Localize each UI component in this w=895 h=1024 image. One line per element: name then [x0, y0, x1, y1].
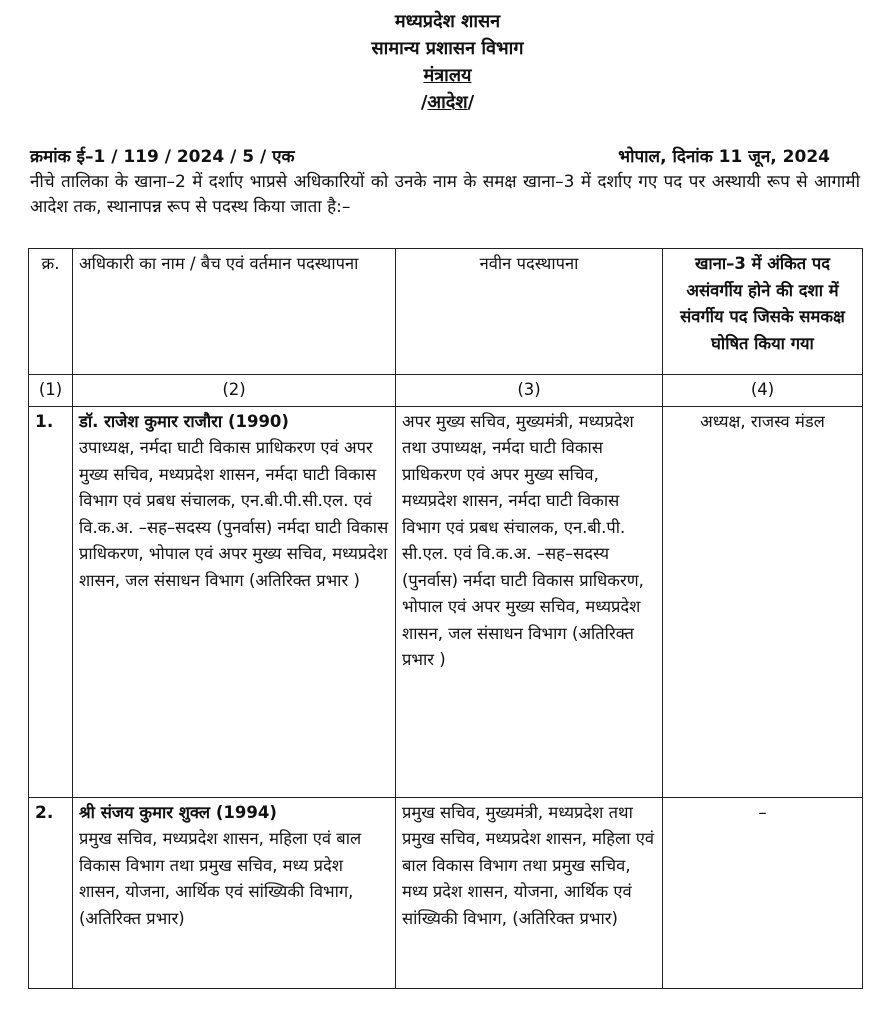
order-title-suffix: / [467, 92, 475, 113]
new-posting: प्रमुख सचिव, मुख्यमंत्री, मध्यप्रदेश तथा प्रमुख सचिव, मध्यप्रदेश शासन, महिला एवं बाल विकास विभाग तथा प्रमुख सचिव, मध्य प्रदेश शासन, योजना, आर्थिक एवं सांख्यिकी विभाग, (अतिरिक्त प्रभार) [396, 797, 663, 988]
header-government: मध्यप्रदेश शासन [394, 11, 501, 32]
equivalent-post: अध्यक्ष, राजस्व मंडल [663, 406, 863, 797]
posting-table [28, 248, 863, 989]
row-serial: 2. [29, 797, 73, 988]
column-number-row [29, 375, 863, 407]
officer-name: डॉ. राजेश कुमार राजौरा (1990) [79, 411, 289, 431]
column-number: (4) [663, 375, 863, 407]
header-department: सामान्य प्रशासन विभाग [371, 38, 524, 59]
officer-cell [73, 406, 396, 797]
order-intro-text: नीचे तालिका के खाना–2 में दर्शाए भाप्रसे अधिकारियों को उनके नाम के समक्ष खाना–3 में दर्शाए गए पद पर अस्थायी रूप से आगामी आदेश तक, स्थानापन्न रूप से पदस्थ किया जाता है:– [30, 172, 860, 217]
header-new-posting: नवीन पदस्थापना [396, 249, 663, 375]
new-posting: अपर मुख्य सचिव, मुख्यमंत्री, मध्यप्रदेश तथा उपाध्यक्ष, नर्मदा घाटी विकास प्राधिकरण एवं अपर मुख्य सचिव, मध्यप्रदेश शासन, नर्मदा घाटी विकास विभाग एवं प्रबध संचालक, एन.बी.पी. सी.एल. एवं वि.क.अ. –सह–सदस्य (पुनर्वास) नर्मदा घाटी विकास प्राधिकरण, भोपाल एवं अपर मुख्य सचिव, मध्यप्रदेश शासन, जल संसाधन विभाग (अतिरिक्त प्रभार ) [396, 406, 663, 797]
officer-name: श्री संजय कुमार शुक्ल (1994) [79, 802, 277, 822]
column-number: (2) [73, 375, 396, 407]
order-title-prefix: / [420, 92, 428, 113]
current-posting: उपाध्यक्ष, नर्मदा घाटी विकास प्राधिकरण एवं अपर मुख्य सचिव, मध्यप्रदेश शासन, नर्मदा घाटी विकास विभाग एवं प्रबध संचालक, एन.बी.पी.सी.एल. एवं वि.क.अ. –सह–सदस्य (पुनर्वास) नर्मदा घाटी विकास प्राधिकरण, भोपाल एवं अपर मुख्य सचिव, मध्यप्रदेश शासन, जल संसाधन विभाग (अतिरिक्त प्रभार ) [79, 438, 389, 590]
officer-cell [73, 797, 396, 988]
table-row [29, 406, 863, 797]
order-place-date: भोपाल, दिनांक 11 जून, 2024 [618, 147, 830, 167]
column-number: (3) [396, 375, 663, 407]
row-serial: 1. [29, 406, 73, 797]
header-secretariat: मंत्रालय [423, 65, 472, 86]
current-posting: प्रमुख सचिव, मध्यप्रदेश शासन, महिला एवं बाल विकास विभाग तथा प्रमुख सचिव, मध्य प्रदेश शासन, योजना, आर्थिक एवं सांख्यिकी विभाग, (अतिरिक्त प्रभार) [79, 829, 362, 928]
order-reference-number: क्रमांक ई–1 / 119 / 2024 / 5 / एक [30, 147, 295, 167]
order-title-text: आदेश [427, 92, 468, 113]
table-row [29, 797, 863, 988]
column-number: (1) [29, 375, 73, 407]
header-equivalent-post: खाना–3 में अंकित पद असंवर्गीय होने की दशा में संवर्गीय पद जिसके समकक्ष घोषित किया गया [663, 249, 863, 375]
header-order-title [0, 91, 895, 115]
header-officer-name: अधिकारी का नाम / बैच एवं वर्तमान पदस्थापना [73, 249, 396, 375]
header-serial: क्र. [29, 249, 73, 375]
equivalent-post: – [663, 797, 863, 988]
table-header-row [29, 249, 863, 375]
